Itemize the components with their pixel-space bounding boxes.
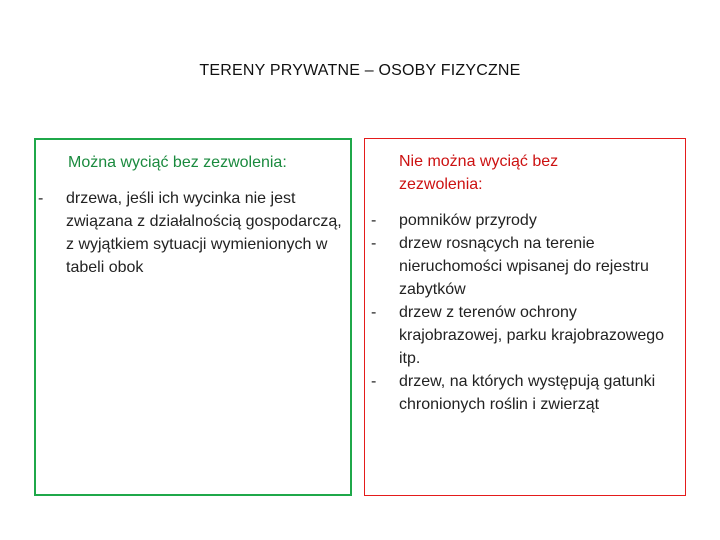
list-item: [371, 232, 669, 301]
bullet-dash: -: [371, 212, 377, 229]
allowed-list: [38, 187, 348, 279]
page-title: TERENY PRYWATNE – OSOBY FIZYCZNE: [199, 62, 521, 79]
list-item: [371, 209, 669, 232]
forbidden-heading: Nie można wyciąć bez zezwolenia:: [399, 153, 559, 193]
allowed-box: [34, 138, 352, 496]
forbidden-box: [364, 138, 686, 496]
bullet-dash: -: [371, 304, 377, 321]
list-item-text: drzew z terenów ochrony krajobrazowej, parku krajobrazowego itp.: [399, 304, 665, 367]
list-item-text: pomników przyrody: [399, 212, 537, 229]
list-item-text: drzew rosnących na terenie nieruchomości wpisanej do rejestru zabytków: [399, 235, 649, 298]
forbidden-list: [371, 209, 669, 416]
bullet-dash: -: [371, 373, 377, 390]
list-item-text: drzewa, jeśli ich wycinka nie jest związana z działalnością gospodarczą, z wyjątkiem sytuacji wymienionych w tabeli obok: [66, 190, 342, 276]
bullet-dash: -: [371, 235, 377, 252]
allowed-heading: Można wyciąć bez zezwolenia:: [68, 154, 287, 171]
list-item: [371, 301, 669, 370]
list-item: [38, 187, 348, 279]
list-item: [371, 370, 669, 416]
list-item-text: drzew, na których występują gatunki chronionych roślin i zwierząt: [399, 373, 656, 413]
bullet-dash: -: [38, 190, 44, 207]
